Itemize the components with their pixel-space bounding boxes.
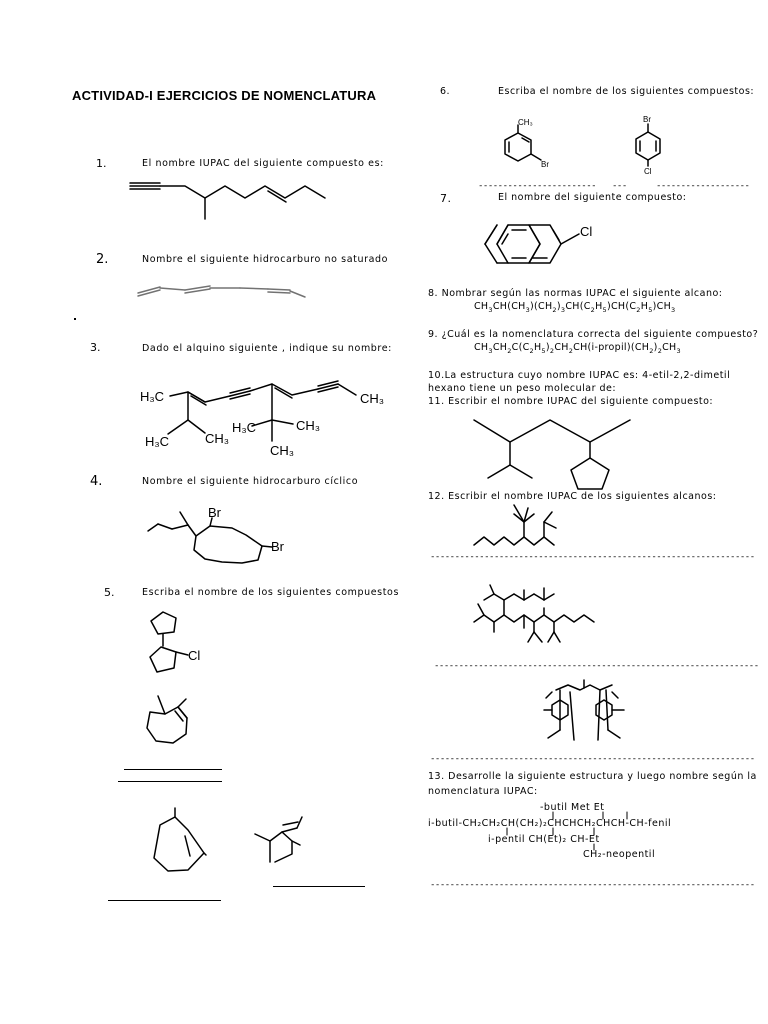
cl-label-1: Cl (188, 648, 201, 663)
q10-line1: 10.La estructura cuyo nombre IUPAC es: 4-etil-2,2-dimetil (428, 370, 731, 381)
q6-number: 6. (440, 86, 451, 97)
q1-text: El nombre IUPAC del siguiente compuesto es: (142, 158, 384, 169)
br-label-q6a: Br (541, 160, 549, 169)
q3-text: Dado el alquino siguiente , indique su nombre: (142, 343, 392, 354)
stray-dot (74, 318, 76, 320)
q13-sub-row2: CH₂-neopentil (583, 849, 656, 860)
q2-text: Nombre el siguiente hidrocarburo no saturado (142, 254, 389, 265)
q13-line1: 13. Desarrolle la siguiente estructura y luego nombre según la (428, 771, 757, 782)
small-ch3-label: CH₃ (518, 118, 533, 127)
q11-text: 11. Escribir el nombre IUPAC del siguiente compuesto: (428, 396, 714, 407)
ch3-label-3: CH₃ (296, 418, 321, 433)
answer-dashes-13: ------------------------------------------------------------------ (430, 880, 755, 890)
q7-text: El nombre del siguiente compuesto: (498, 192, 687, 203)
q10-line2: hexano tiene un peso molecular de: (428, 383, 617, 394)
br-label-1: Br (208, 505, 221, 520)
q8-text: 8. Nombrar según las normas IUPAC el siguiente alcano: (428, 288, 723, 299)
q9-formula: $CH_3CH_2C(C_2H_5)_2CH_2CH(i-propil)(CH_2)_2CH_3$ (474, 342, 681, 355)
answer-dashes-12c: ------------------------------------------------------------------ (430, 754, 755, 764)
q8-formula: $CH_3CH(CH_3)(CH_2)_3CH(C_2H_5)CH(C_2H_5)CH_3$ (474, 301, 676, 314)
answer-dashes-12b: ------------------------------------------------------------------ (434, 661, 759, 671)
q2-number: 2. (96, 252, 109, 267)
q4-number: 4. (90, 474, 103, 489)
q13-top-substituents: -butil Met Et (540, 802, 605, 813)
ch3-label-2: CH₃ (205, 431, 230, 446)
q5-text: Escriba el nombre de los siguientes compuestos (142, 587, 399, 598)
q12-text: 12. Escribir el nombre IUPAC de los siguientes alcanos: (428, 491, 717, 502)
q9-text: 9. ¿Cuál es la nomenclatura correcta del siguiente compuesto? (428, 329, 759, 340)
answer-dashes-6a: ------------------------ (478, 181, 597, 191)
br-label-q6b: Br (643, 115, 651, 124)
q6-text: Escriba el nombre de los siguientes compuestos: (498, 86, 755, 97)
ch3-label-1: CH₃ (360, 391, 385, 406)
q13-main-chain: i-butil-CH₂CH₂CH(CH₂)₂CHCHCH₂CHCH-CH-fenil (428, 818, 672, 829)
q4-text: Nombre el siguiente hidrocarburo cíclico (142, 476, 359, 487)
q3-number: 3. (90, 341, 101, 354)
q7-number: 7. (440, 192, 452, 205)
ch3-label-4: CH₃ (270, 443, 295, 458)
br-label-2: Br (271, 539, 284, 554)
q13-sub-row1: i-pentil CH(Et)₂ CH-Et (488, 834, 600, 845)
cl-label-q7: Cl (580, 224, 593, 239)
q13-line2: nomenclatura IUPAC: (428, 786, 538, 797)
page-title: ACTIVIDAD-I EJERCICIOS DE NOMENCLATURA (72, 88, 377, 103)
q5-number: 5. (104, 586, 115, 599)
answer-dashes-12a: ------------------------------------------------------------------ (430, 552, 755, 562)
answer-dashes-6c: ------------------- (656, 181, 750, 191)
q1-number: 1. (96, 157, 107, 170)
h3c-label-1: H₃C (140, 389, 165, 404)
h3c-label-2: H₃C (145, 434, 170, 449)
cl-label-q6b: Cl (644, 167, 652, 176)
answer-dashes-6b: --- (612, 181, 627, 191)
h3c-label-3: H₃C (232, 420, 257, 435)
